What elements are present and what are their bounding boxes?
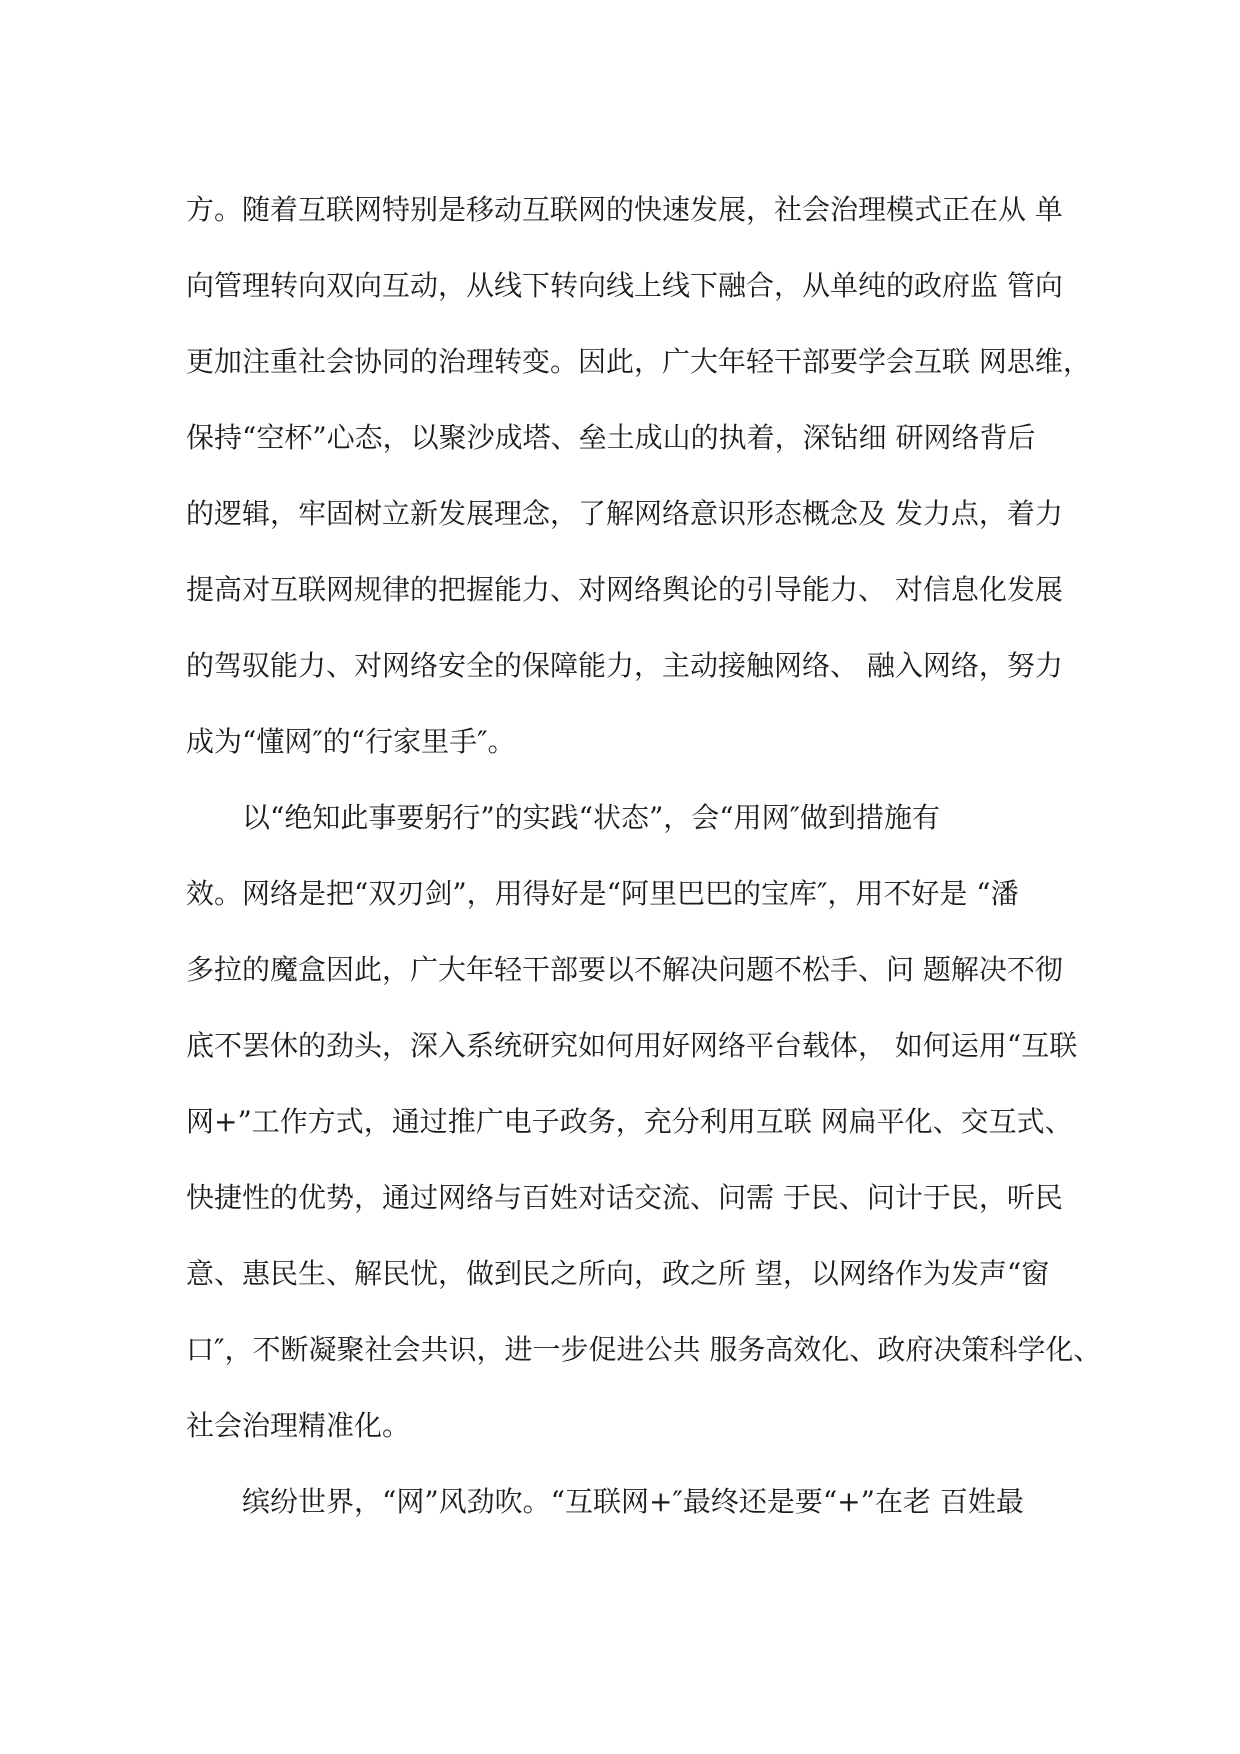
text-line: 意、惠民生、解民忧，做到民之所向，政之所 望，以网络作为发声“窗	[186, 1257, 1050, 1290]
text-line: 提高对互联网规律的把握能力、对网络舆论的引导能力、 对信息化发展	[186, 573, 1063, 606]
text-line: 的逻辑，牢固树立新发展理念，了解网络意识形态概念及 发力点，着力	[186, 497, 1063, 530]
text-line: 更加注重社会协同的治理转变。因此，广大年轻干部要学会互联 网思维，	[186, 345, 1091, 378]
text-line: 保持“空杯”心态，以聚沙成塔、垒土成山的执着，深钻细 研网络背后	[186, 421, 1036, 454]
paragraph-start-line: 缤纷世界，“网”风劲吹。“互联网+″最终还是要“+”在老 百姓最	[242, 1485, 1024, 1518]
text-line: 口″，不断凝聚社会共识，进一步促进公共 服务高效化、政府决策科学化、	[186, 1333, 1102, 1366]
text-line: 底不罢休的劲头，深入系统研究如何用好网络平台载体， 如何运用“互联	[186, 1029, 1078, 1062]
text-line: 成为“懂网″的“行家里手″。	[186, 725, 516, 758]
text-line: 的驾驭能力、对网络安全的保障能力，主动接触网络、 融入网络，努力	[186, 649, 1063, 682]
body-text	[186, 180, 1102, 1548]
text-line: 快捷性的优势，通过网络与百姓对话交流、问需 于民、问计于民，听民	[186, 1181, 1063, 1214]
text-line: 向管理转向双向互动，从线下转向线上线下融合，从单纯的政府监 管向	[186, 269, 1063, 302]
text-line: 网+”工作方式，通过推广电子政务，充分利用互联 网扁平化、交互式、	[186, 1105, 1073, 1138]
paragraph-start-line: 以“绝知此事要躬行”的实践“状态”，会“用网″做到措施有	[242, 801, 941, 834]
text-line: 多拉的魔盒因此，广大年轻干部要以不解决问题不松手、问 题解决不彻	[186, 953, 1063, 986]
text-line: 方。随着互联网特别是移动互联网的快速发展，社会治理模式正在从 单	[186, 193, 1063, 226]
text-line: 社会治理精准化。	[186, 1409, 411, 1442]
text-line: 效。网络是把“双刃剑”，用得好是“阿里巴巴的宝库″，用不好是 “潘	[186, 877, 1019, 910]
